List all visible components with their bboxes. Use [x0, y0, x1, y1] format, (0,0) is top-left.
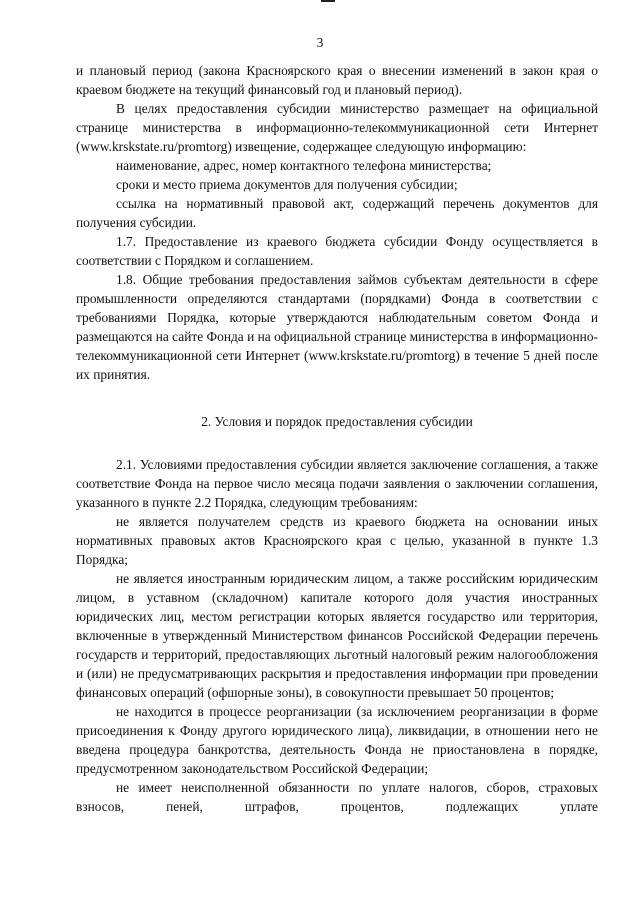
paragraph: 2.1. Условиями предоставления субсидии является заключение соглашения, а также соответствие Фонда на первое число месяца подачи заявления о заключении соглашения, указанного в пункте 2.2 Порядка, следующим требованиям:	[76, 457, 598, 510]
section-heading: 2. Условия и порядок предоставления субсидии	[201, 414, 473, 429]
document-body	[76, 61, 598, 816]
paragraph: 1.7. Предоставление из краевого бюджета субсидии Фонду осуществляется в соответствии с Порядком и соглашением.	[76, 234, 598, 268]
paragraph: 1.8. Общие требования предоставления займов субъектам деятельности в сфере промышленности определяются стандартами (порядками) Фонда в соответствии с требованиями Порядка, которые утверждаются наблюдательным советом Фонда и размещаются на сайте Фонда и на официальной странице министерства в информационно-телекоммуникационной сети Интернет (www.krskstate.ru/promtorg) в течение 5 дней после их принятия.	[76, 272, 598, 382]
list-item: не является иностранным юридическим лицом, а также российским юридическим лицом, в уставном (складочном) капитале которого доля участия иностранных юридических лиц, местом регистрации которых является государство или территория, включенные в утвержденный Министерством финансов Российской Федерации перечень государств и территорий, предоставляющих льготный налоговый режим налогообложения и (или) не предусматривающих раскрытия и предоставления информации при проведении финансовых операций (офшорные зоны), в совокупности превышает 50 процентов;	[76, 571, 598, 700]
page-number: 3	[316, 35, 324, 50]
list-item: наименование, адрес, номер контактного телефона министерства;	[116, 158, 492, 173]
list-item: сроки и место приема документов для получения субсидии;	[116, 177, 458, 192]
list-item: не находится в процессе реорганизации (за исключением реорганизации в форме присоединения к Фонду другого юридического лица), ликвидации, в отношении него не введена процедура банкротства, деятельность Фонда не приостановлена в порядке, предусмотренном законодательством Российской Федерации;	[76, 704, 598, 776]
list-item: не имеет неисполненной обязанности по уплате налогов, сборов, страховых взносов, пеней, штрафов, процентов, подлежащих уплате	[76, 780, 598, 814]
paragraph: В целях предоставления субсидии министерство размещает на официальной странице министерства в информационно-телекоммуникационной сети Интернет (www.krskstate.ru/promtorg) извещение, содержащее следующую информацию:	[76, 101, 598, 154]
list-item: не является получателем средств из краевого бюджета на основании иных нормативных правовых актов Красноярского края с целью, указанной в пункте 1.3 Порядка;	[76, 514, 598, 567]
list-item: ссылка на нормативный правовой акт, содержащий перечень документов для получения субсидии.	[76, 196, 598, 230]
paragraph: и плановый период (закона Красноярского края о внесении изменений в закон края о краевом бюджете на текущий финансовый год и плановый период).	[76, 63, 598, 97]
top-edge-mark	[321, 0, 335, 2]
